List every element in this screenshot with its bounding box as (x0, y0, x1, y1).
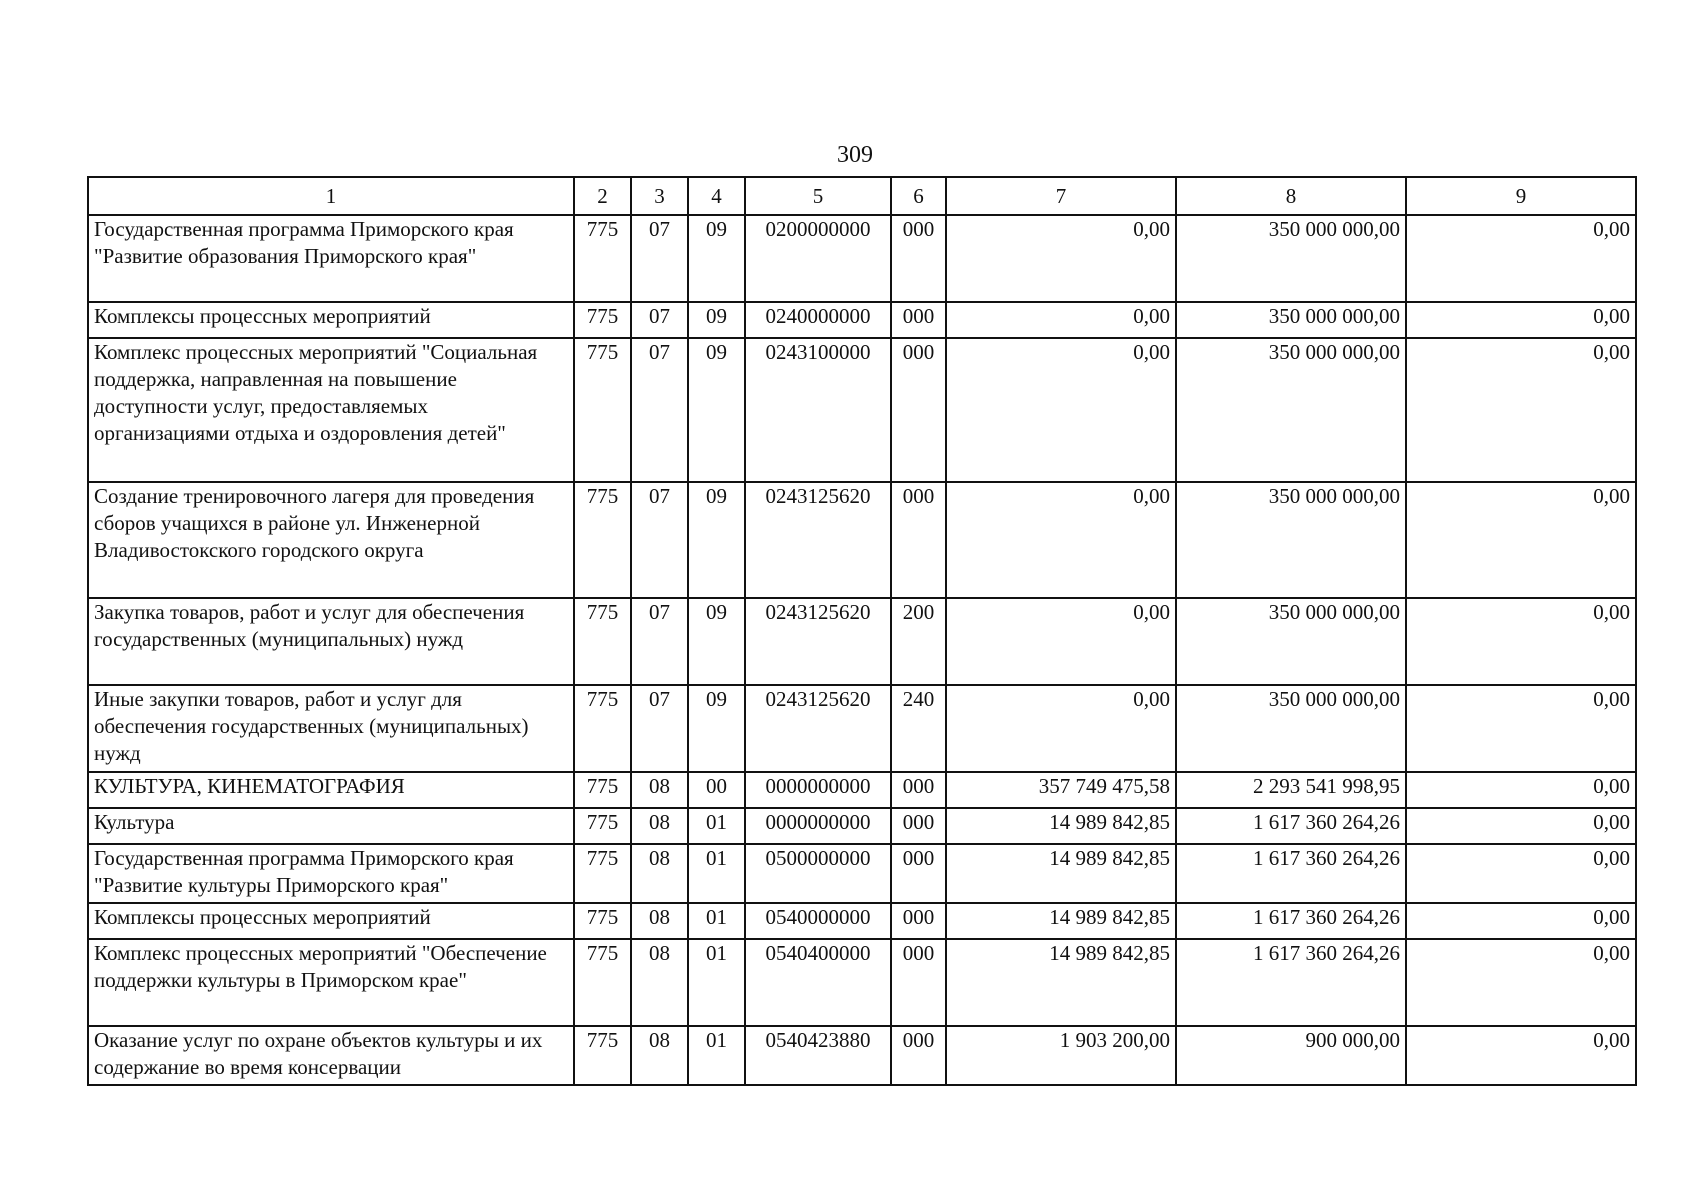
row-col-3: 08 (631, 1026, 688, 1085)
row-col-2: 775 (574, 772, 631, 808)
row-col-2: 775 (574, 302, 631, 338)
header-col-8: 8 (1176, 177, 1406, 215)
row-amount-8: 350 000 000,00 (1176, 302, 1406, 338)
row-col-5: 0000000000 (745, 808, 891, 844)
row-name: Культура (88, 808, 574, 844)
row-col-5: 0540000000 (745, 903, 891, 939)
row-col-6: 000 (891, 482, 946, 598)
row-col-3: 08 (631, 939, 688, 1026)
row-amount-9: 0,00 (1406, 772, 1636, 808)
table-row (88, 844, 1636, 903)
row-col-6: 000 (891, 215, 946, 302)
row-col-6: 000 (891, 1026, 946, 1085)
row-amount-8: 350 000 000,00 (1176, 598, 1406, 685)
row-amount-7: 0,00 (946, 598, 1176, 685)
row-name: Иные закупки товаров, работ и услуг для обеспечения государственных (муниципальных) нужд (88, 685, 574, 772)
row-amount-8: 350 000 000,00 (1176, 338, 1406, 482)
header-col-9: 9 (1406, 177, 1636, 215)
row-col-3: 07 (631, 338, 688, 482)
row-amount-9: 0,00 (1406, 903, 1636, 939)
row-col-5: 0243125620 (745, 598, 891, 685)
row-amount-9: 0,00 (1406, 482, 1636, 598)
row-col-4: 01 (688, 1026, 745, 1085)
row-col-6: 000 (891, 772, 946, 808)
row-col-4: 09 (688, 482, 745, 598)
row-name: Комплексы процессных мероприятий (88, 903, 574, 939)
row-col-2: 775 (574, 598, 631, 685)
row-amount-9: 0,00 (1406, 844, 1636, 903)
row-amount-7: 0,00 (946, 302, 1176, 338)
row-name: Комплексы процессных мероприятий (88, 302, 574, 338)
row-amount-9: 0,00 (1406, 338, 1636, 482)
row-col-5: 0000000000 (745, 772, 891, 808)
header-col-7: 7 (946, 177, 1176, 215)
table-row (88, 338, 1636, 482)
row-col-2: 775 (574, 215, 631, 302)
row-col-3: 07 (631, 685, 688, 772)
row-amount-7: 14 989 842,85 (946, 808, 1176, 844)
table-row (88, 808, 1636, 844)
row-col-4: 09 (688, 685, 745, 772)
row-col-4: 01 (688, 939, 745, 1026)
row-col-2: 775 (574, 685, 631, 772)
row-amount-8: 350 000 000,00 (1176, 482, 1406, 598)
row-col-5: 0243125620 (745, 482, 891, 598)
row-col-3: 08 (631, 844, 688, 903)
row-amount-7: 357 749 475,58 (946, 772, 1176, 808)
row-amount-8: 900 000,00 (1176, 1026, 1406, 1085)
row-col-6: 000 (891, 844, 946, 903)
row-col-4: 01 (688, 808, 745, 844)
row-col-2: 775 (574, 844, 631, 903)
row-amount-9: 0,00 (1406, 685, 1636, 772)
row-col-2: 775 (574, 482, 631, 598)
row-col-4: 09 (688, 215, 745, 302)
header-col-6: 6 (891, 177, 946, 215)
row-amount-9: 0,00 (1406, 302, 1636, 338)
row-col-5: 0243125620 (745, 685, 891, 772)
row-col-4: 01 (688, 844, 745, 903)
row-amount-9: 0,00 (1406, 939, 1636, 1026)
row-col-4: 09 (688, 338, 745, 482)
row-amount-9: 0,00 (1406, 598, 1636, 685)
row-amount-8: 350 000 000,00 (1176, 215, 1406, 302)
row-amount-7: 0,00 (946, 482, 1176, 598)
table-row (88, 939, 1636, 1026)
row-amount-8: 1 617 360 264,26 (1176, 844, 1406, 903)
row-amount-8: 2 293 541 998,95 (1176, 772, 1406, 808)
row-amount-7: 14 989 842,85 (946, 903, 1176, 939)
page-number: 309 (837, 142, 873, 168)
row-amount-9: 0,00 (1406, 808, 1636, 844)
row-name: Комплекс процессных мероприятий "Социальная поддержка, направленная на повышение доступности услуг, предоставляемых организациями отдыха и оздоровления детей" (88, 338, 574, 482)
row-col-4: 09 (688, 598, 745, 685)
row-amount-7: 0,00 (946, 338, 1176, 482)
row-amount-8: 1 617 360 264,26 (1176, 808, 1406, 844)
row-col-2: 775 (574, 338, 631, 482)
row-col-2: 775 (574, 1026, 631, 1085)
row-name: Создание тренировочного лагеря для проведения сборов учащихся в районе ул. Инженерной Владивостокского городского округа (88, 482, 574, 598)
row-col-3: 08 (631, 808, 688, 844)
table-row (88, 482, 1636, 598)
row-name: Комплекс процессных мероприятий "Обеспечение поддержки культуры в Приморском крае" (88, 939, 574, 1026)
row-col-5: 0540400000 (745, 939, 891, 1026)
row-amount-7: 0,00 (946, 215, 1176, 302)
row-col-2: 775 (574, 939, 631, 1026)
row-amount-7: 1 903 200,00 (946, 1026, 1176, 1085)
table-body (88, 215, 1636, 1085)
row-amount-8: 1 617 360 264,26 (1176, 903, 1406, 939)
row-col-4: 09 (688, 302, 745, 338)
table-header (88, 177, 1636, 215)
row-amount-7: 14 989 842,85 (946, 844, 1176, 903)
row-col-5: 0243100000 (745, 338, 891, 482)
row-amount-9: 0,00 (1406, 1026, 1636, 1085)
header-col-2: 2 (574, 177, 631, 215)
row-col-5: 0200000000 (745, 215, 891, 302)
row-name: Закупка товаров, работ и услуг для обеспечения государственных (муниципальных) нужд (88, 598, 574, 685)
table-row (88, 302, 1636, 338)
row-amount-7: 0,00 (946, 685, 1176, 772)
row-col-6: 000 (891, 808, 946, 844)
row-col-6: 000 (891, 338, 946, 482)
row-col-3: 08 (631, 903, 688, 939)
header-col-4: 4 (688, 177, 745, 215)
row-col-4: 01 (688, 903, 745, 939)
table-row (88, 215, 1636, 302)
row-name: Государственная программа Приморского края "Развитие образования Приморского края" (88, 215, 574, 302)
table-row (88, 598, 1636, 685)
row-col-5: 0240000000 (745, 302, 891, 338)
row-col-4: 00 (688, 772, 745, 808)
row-name: Оказание услуг по охране объектов культуры и их содержание во время консервации (88, 1026, 574, 1085)
row-col-2: 775 (574, 808, 631, 844)
header-row (88, 177, 1636, 215)
row-col-3: 08 (631, 772, 688, 808)
header-col-5: 5 (745, 177, 891, 215)
row-col-5: 0540423880 (745, 1026, 891, 1085)
budget-table (87, 176, 1637, 1086)
row-name: КУЛЬТУРА, КИНЕМАТОГРАФИЯ (88, 772, 574, 808)
row-amount-8: 1 617 360 264,26 (1176, 939, 1406, 1026)
row-col-3: 07 (631, 598, 688, 685)
table-row (88, 685, 1636, 772)
row-col-6: 000 (891, 302, 946, 338)
row-col-6: 200 (891, 598, 946, 685)
row-col-3: 07 (631, 215, 688, 302)
row-col-6: 000 (891, 939, 946, 1026)
row-name: Государственная программа Приморского края "Развитие культуры Приморского края" (88, 844, 574, 903)
table-row (88, 1026, 1636, 1085)
table-row (88, 772, 1636, 808)
row-col-3: 07 (631, 302, 688, 338)
row-col-5: 0500000000 (745, 844, 891, 903)
row-col-6: 240 (891, 685, 946, 772)
row-col-3: 07 (631, 482, 688, 598)
row-col-2: 775 (574, 903, 631, 939)
row-col-6: 000 (891, 903, 946, 939)
row-amount-8: 350 000 000,00 (1176, 685, 1406, 772)
table-row (88, 903, 1636, 939)
row-amount-7: 14 989 842,85 (946, 939, 1176, 1026)
header-col-3: 3 (631, 177, 688, 215)
header-col-1: 1 (88, 177, 574, 215)
row-amount-9: 0,00 (1406, 215, 1636, 302)
